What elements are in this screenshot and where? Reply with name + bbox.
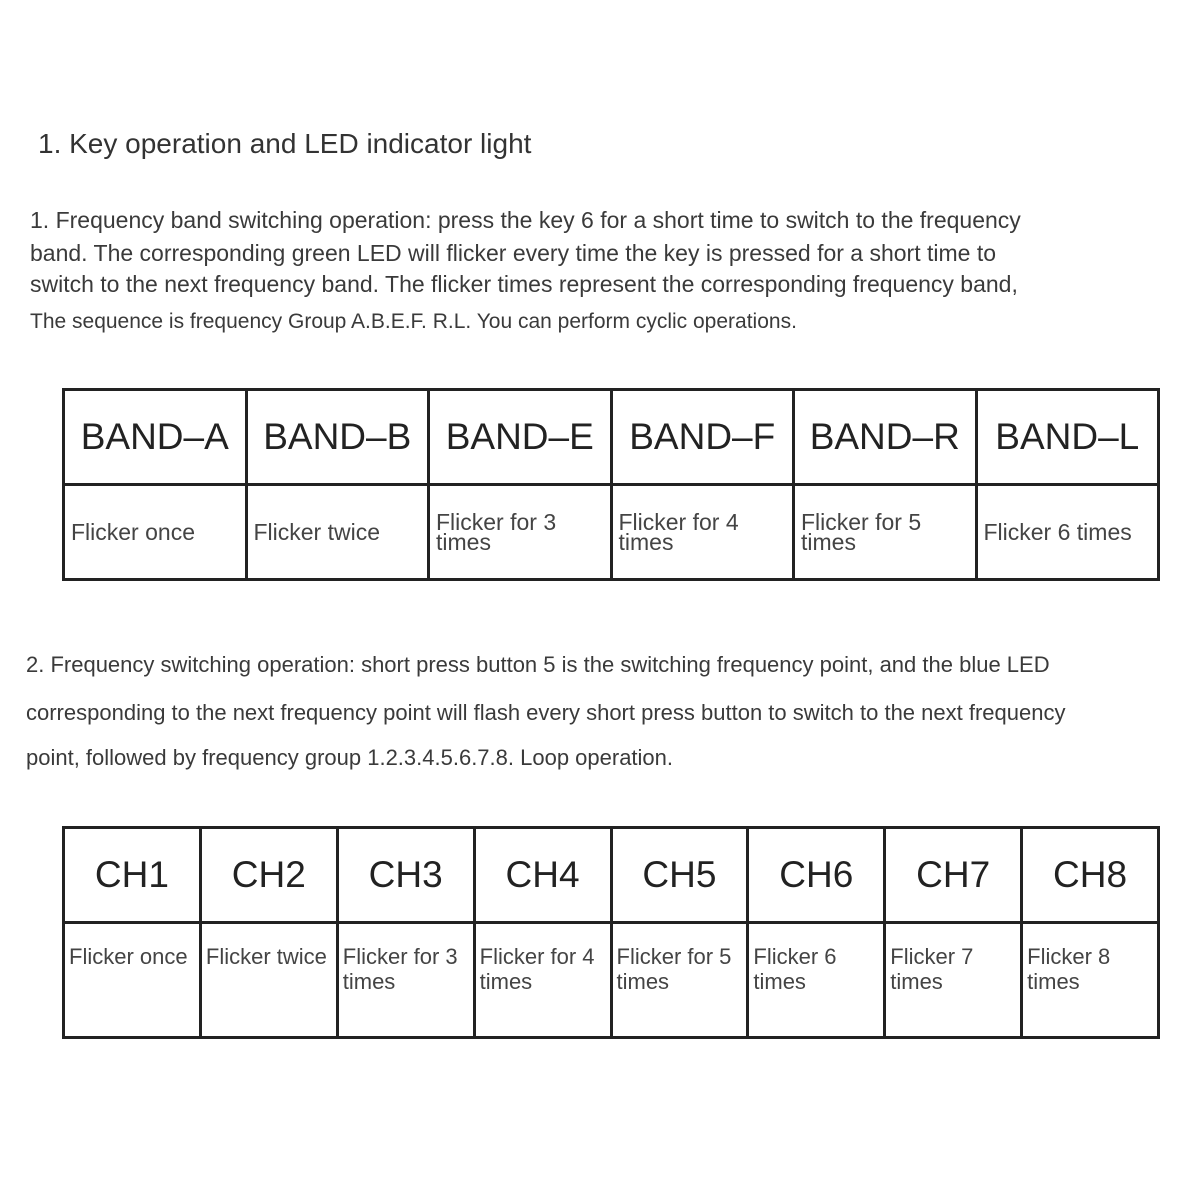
channel-header-cell: CH4 xyxy=(474,828,611,923)
channel-value-cell: Flicker 8 times xyxy=(1022,923,1159,1038)
band-header-cell: BAND–A xyxy=(64,390,247,485)
channel-value-cell: Flicker twice xyxy=(200,923,337,1038)
paragraph2-line: corresponding to the next frequency point will flash every short press button to switch to the next frequency xyxy=(26,700,1066,725)
channel-value-cell: Flicker 6 times xyxy=(748,923,885,1038)
band-header-cell: BAND–R xyxy=(794,390,977,485)
paragraph2-line: point, followed by frequency group 1.2.3.4.5.6.7.8. Loop operation. xyxy=(26,745,674,770)
band-header-cell: BAND–E xyxy=(429,390,612,485)
channel-header-cell: CH7 xyxy=(885,828,1022,923)
channel-header-cell: CH2 xyxy=(200,828,337,923)
paragraph1-line: The sequence is frequency Group A.B.E.F. R.L. You can perform cyclic operations. xyxy=(30,310,797,333)
band-header-cell: BAND–B xyxy=(246,390,429,485)
band-value-cell: Flicker twice xyxy=(246,485,429,580)
channel-value-cell: Flicker for 4 times xyxy=(474,923,611,1038)
band-value-cell: Flicker once xyxy=(64,485,247,580)
paragraph1-line: switch to the next frequency band. The flicker times represent the corresponding frequency band, xyxy=(30,271,1018,297)
channel-value-cell: Flicker for 3 times xyxy=(337,923,474,1038)
channel-value-cell: Flicker once xyxy=(64,923,201,1038)
channel-header-cell: CH5 xyxy=(611,828,748,923)
paragraph2-line: 2. Frequency switching operation: short press button 5 is the switching frequency point, and the blue LED xyxy=(26,652,1050,677)
channel-value-cell: Flicker 7 times xyxy=(885,923,1022,1038)
channel-value-cell: Flicker for 5 times xyxy=(611,923,748,1038)
channel-table xyxy=(62,826,1160,1039)
channel-header-cell: CH6 xyxy=(748,828,885,923)
band-table xyxy=(62,388,1160,581)
channel-header-cell: CH8 xyxy=(1022,828,1159,923)
paragraph1-line: 1. Frequency band switching operation: press the key 6 for a short time to switch to the frequency xyxy=(30,207,1021,233)
band-value-cell: Flicker 6 times xyxy=(976,485,1159,580)
channel-header-cell: CH1 xyxy=(64,828,201,923)
band-value-cell: Flicker for 5 times xyxy=(794,485,977,580)
section-heading: 1. Key operation and LED indicator light xyxy=(38,128,532,159)
channel-header-cell: CH3 xyxy=(337,828,474,923)
band-value-cell: Flicker for 4 times xyxy=(611,485,794,580)
paragraph1-line: band. The corresponding green LED will flicker every time the key is pressed for a short time to xyxy=(30,240,997,266)
band-header-cell: BAND–L xyxy=(976,390,1159,485)
band-header-cell: BAND–F xyxy=(611,390,794,485)
band-value-cell: Flicker for 3 times xyxy=(429,485,612,580)
